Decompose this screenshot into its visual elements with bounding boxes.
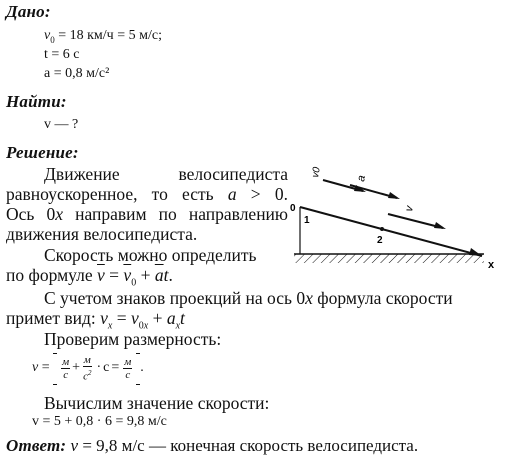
ground-hatching [294, 254, 484, 263]
label-origin: 0 [290, 203, 296, 214]
label-v: v [403, 205, 416, 213]
label-axis-x: x [488, 259, 495, 271]
label-v-group [403, 204, 416, 213]
solution-p3-line1: С учетом знаков проекций на ось 0x формула скорости [44, 288, 453, 308]
solution-paragraph-1 [6, 164, 288, 244]
calculation-formula: v = 5 + 0,8 · 6 = 9,8 м/с [32, 414, 167, 429]
dimension-formula: v = $\frac{м}{с}$ + $\frac{м}{с^2}$ · с = $\frac{м}{с}$ . [32, 353, 144, 383]
solution-p3-line2: примет вид: $v_x = v_{0x} + a_xt$ [6, 308, 185, 332]
given-a: a = 0,8 м/с² [44, 66, 110, 81]
a-arrowhead-icon [388, 192, 400, 199]
label-point-1: 1 [304, 215, 310, 226]
solution-p1-line1: Движение велосипедиста [44, 164, 288, 184]
given-v0: $v_0 = 18$ км/ч = 5 м/с; [44, 28, 162, 45]
answer-text: v = 9,8 м/с — конечная скорость велосипедиста. [70, 436, 419, 455]
solution-heading: Решение: [6, 143, 79, 162]
answer [6, 436, 418, 456]
solution-p2-line1: Скорость можно определить [44, 245, 257, 265]
find-heading: Найти: [6, 92, 67, 111]
solution-paragraph-2 [6, 245, 257, 294]
label-a: a [355, 174, 369, 183]
axis-arrow-icon [469, 248, 482, 256]
slope-diagram [288, 160, 500, 275]
point-2-dot [380, 227, 384, 231]
find-v: v — ? [44, 117, 79, 132]
solution-p4-line1: Проверим размерность: [44, 329, 222, 349]
solution-p5-line1: Вычислим значение скорости: [44, 393, 270, 413]
solution-p1-line4: движения велосипедиста. [6, 224, 198, 244]
solution-p1-line3: Ось 0x направим по направлению [6, 204, 288, 224]
label-v0: v0 [310, 166, 323, 179]
v-arrowhead-icon [434, 222, 446, 229]
label-a-group [355, 174, 368, 182]
solution-p2-line2: по формуле $\overline{v} = \overline{v}_0 + \overline{a}t$. [6, 265, 173, 289]
given-t: t = 6 с [44, 47, 80, 62]
label-v0-group [310, 166, 323, 179]
answer-heading: Ответ: [6, 436, 67, 455]
dimension-bracket: $\frac{м}{с}$ + $\frac{м}{с^2}$ · с = $\frac{м}{с}$ [53, 353, 140, 383]
given-heading: Дано: [6, 2, 51, 21]
label-point-2: 2 [377, 235, 383, 246]
solution-p1-line2: равноускоренное, то есть a > 0. [6, 184, 288, 204]
